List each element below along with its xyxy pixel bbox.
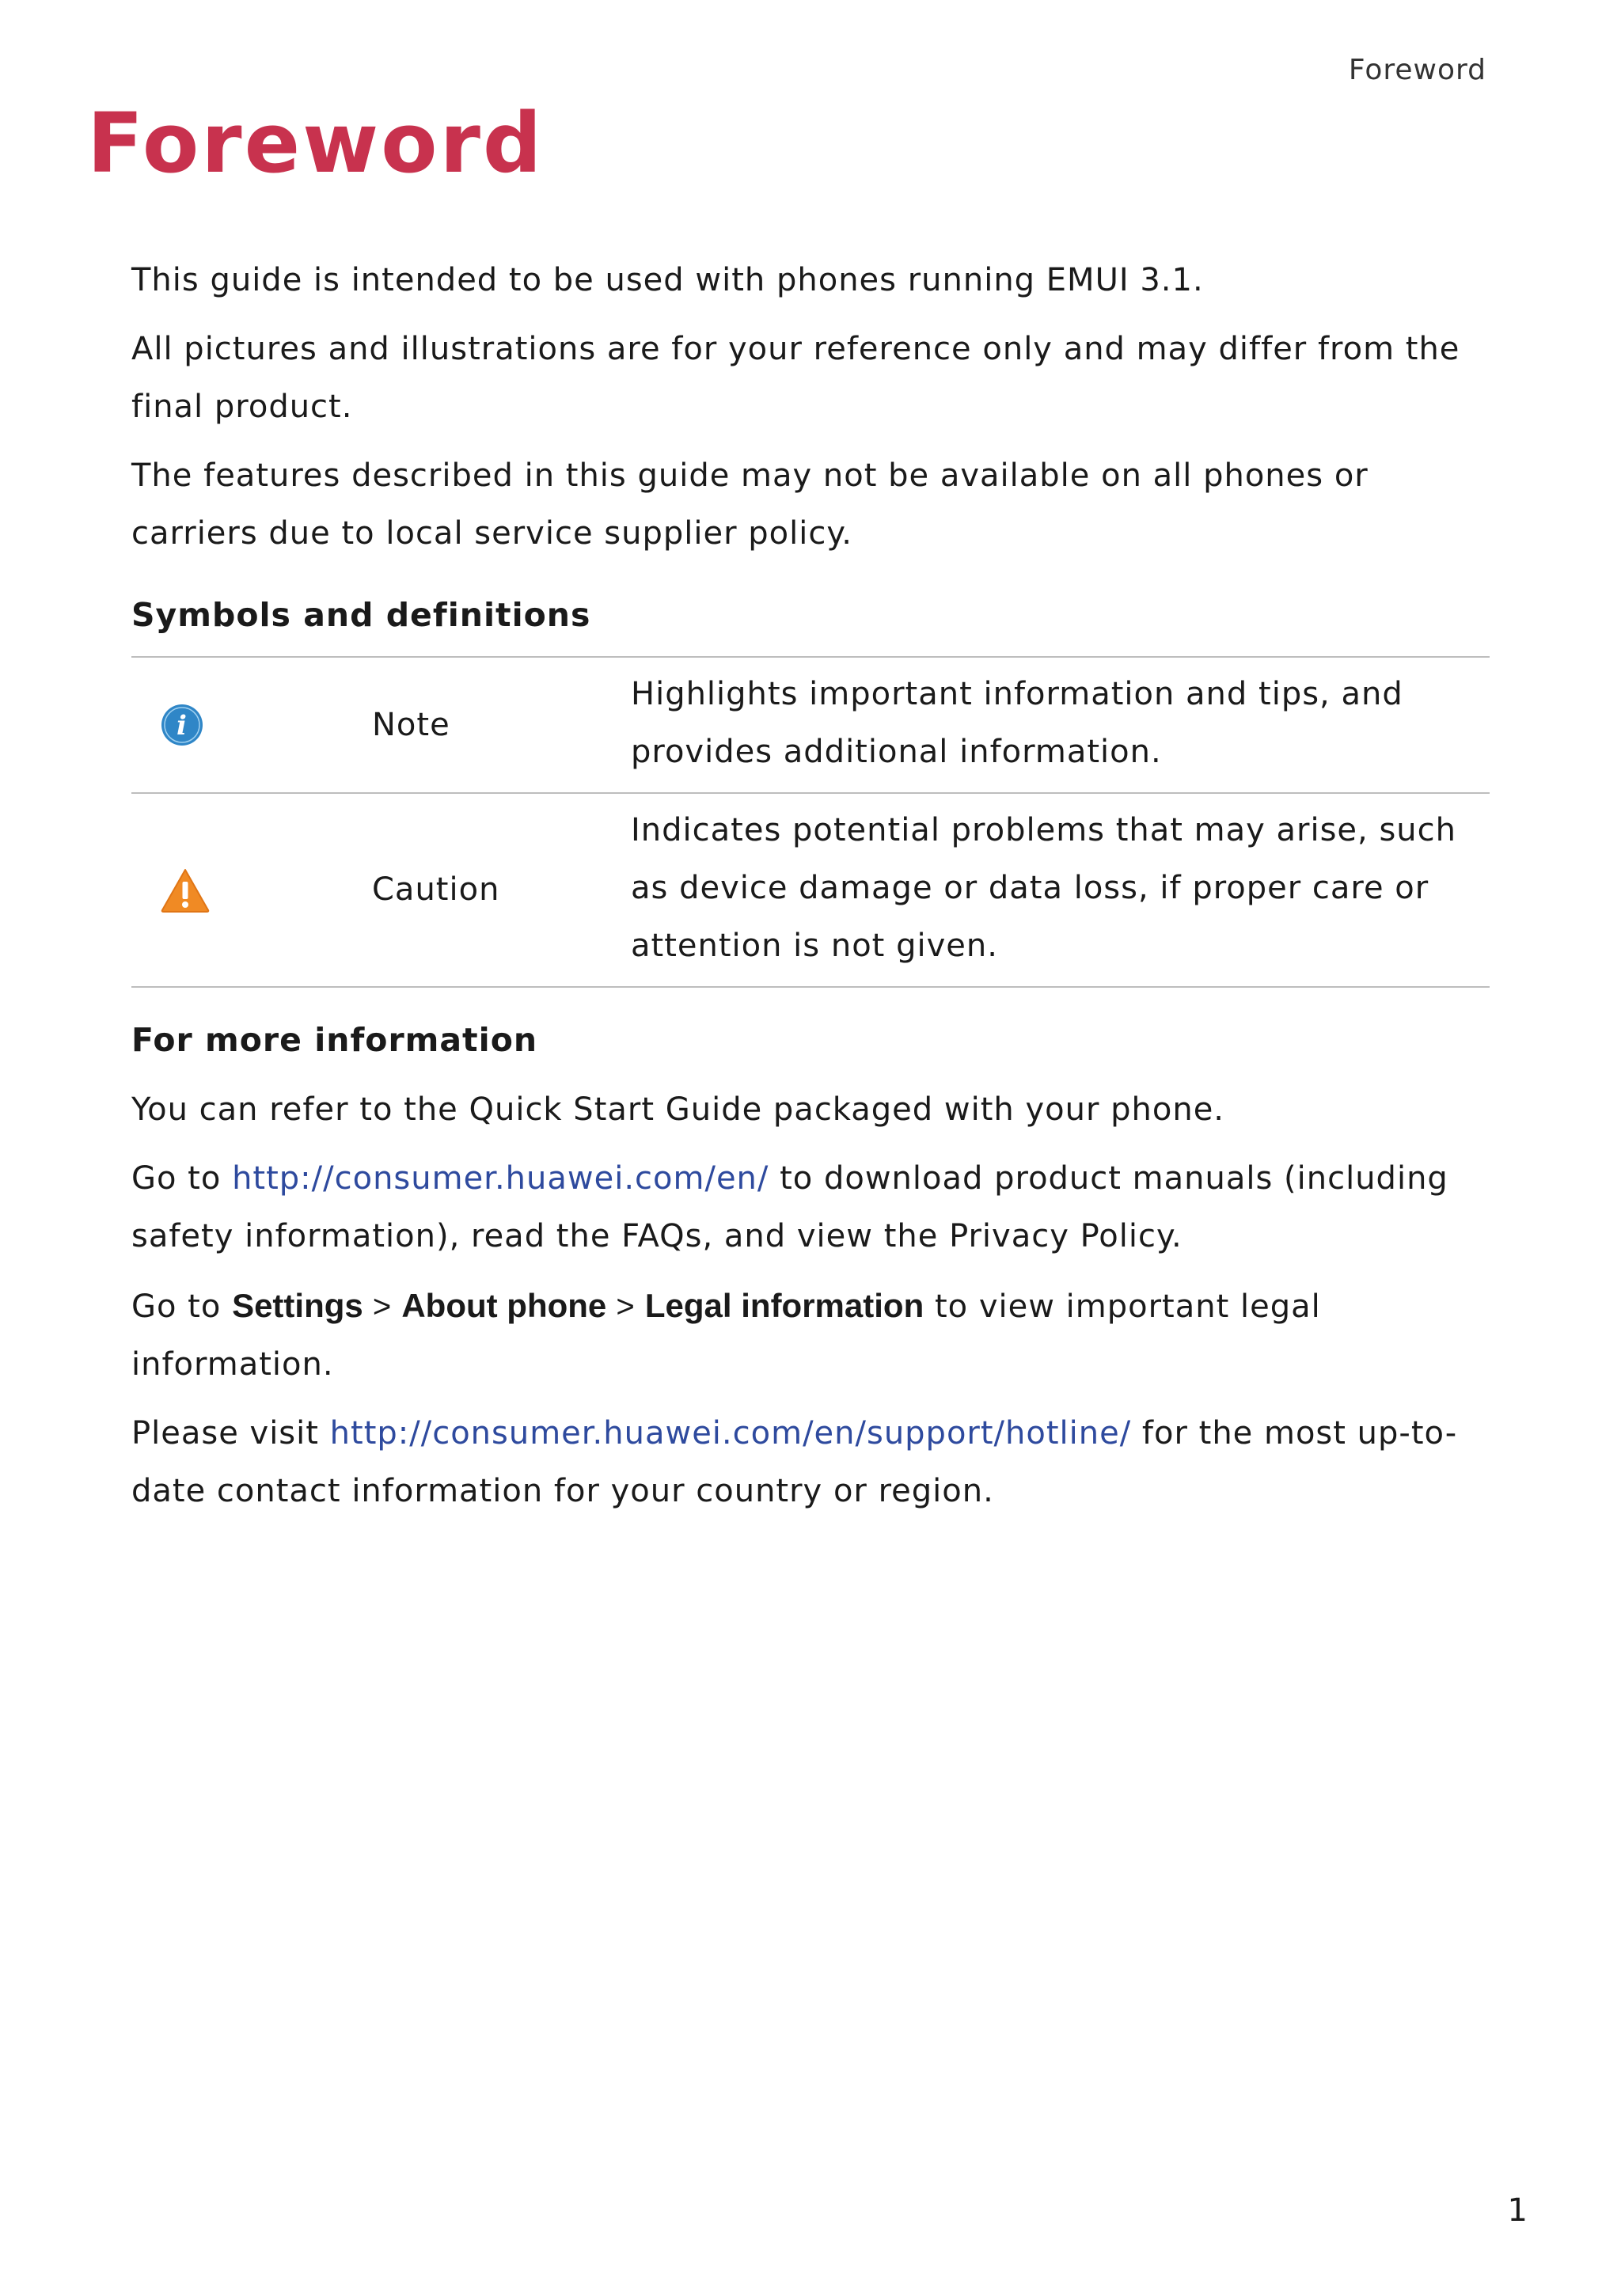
manuals-paragraph: Go to http://consumer.huawei.com/en/ to download product manuals (including safety information), read the FAQs, and view the Privacy Policy.: [131, 1160, 1448, 1254]
running-header: Foreword: [1348, 54, 1486, 86]
quick-start-paragraph: You can refer to the Quick Start Guide packaged with your phone.: [131, 1091, 1225, 1128]
menu-about-phone: About phone: [401, 1287, 607, 1324]
page-number: 1: [1507, 2192, 1528, 2229]
intro-paragraph-2: All pictures and illustrations are for your reference only and may differ from the final product.: [131, 331, 1460, 425]
symbols-table: [131, 656, 1490, 988]
intro-paragraph-3: The features described in this guide may not be available on all phones or carriers due to local service supplier policy.: [131, 457, 1369, 552]
warning-icon: [160, 867, 370, 913]
page-title: Foreword: [87, 95, 545, 192]
menu-settings: Settings: [232, 1287, 363, 1324]
menu-legal-information: Legal information: [644, 1287, 924, 1324]
legal-path-paragraph: Go to Settings > About phone > Legal information to view important legal information.: [131, 1287, 1321, 1383]
info-icon: [160, 703, 370, 747]
hotline-link[interactable]: http://consumer.huawei.com/en/support/hotline/: [329, 1415, 1132, 1452]
symbol-description: Indicates potential problems that may arise, such as device damage or data loss, if proper care or attention is not given.: [631, 812, 1457, 964]
intro-paragraph-1: This guide is intended to be used with phones running EMUI 3.1.: [131, 262, 1204, 298]
symbol-name: Caution: [372, 871, 500, 908]
path-separator: >: [363, 1289, 402, 1324]
path-separator: >: [606, 1289, 645, 1324]
symbols-heading: Symbols and definitions: [131, 596, 591, 634]
symbol-row-caution: [131, 793, 1490, 987]
symbol-row-note: [131, 657, 1490, 793]
hotline-paragraph: Please visit http://consumer.huawei.com/en/support/hotline/ for the most up-to-date contact information for your country or region.: [131, 1415, 1458, 1509]
svg-text:i: i: [177, 710, 188, 742]
consumer-site-link[interactable]: http://consumer.huawei.com/en/: [232, 1160, 769, 1197]
symbol-description: Highlights important information and tips, and provides additional information.: [631, 676, 1403, 770]
more-info-heading: For more information: [131, 1021, 538, 1059]
page-body: [131, 252, 1490, 1531]
symbol-name: Note: [372, 706, 450, 743]
